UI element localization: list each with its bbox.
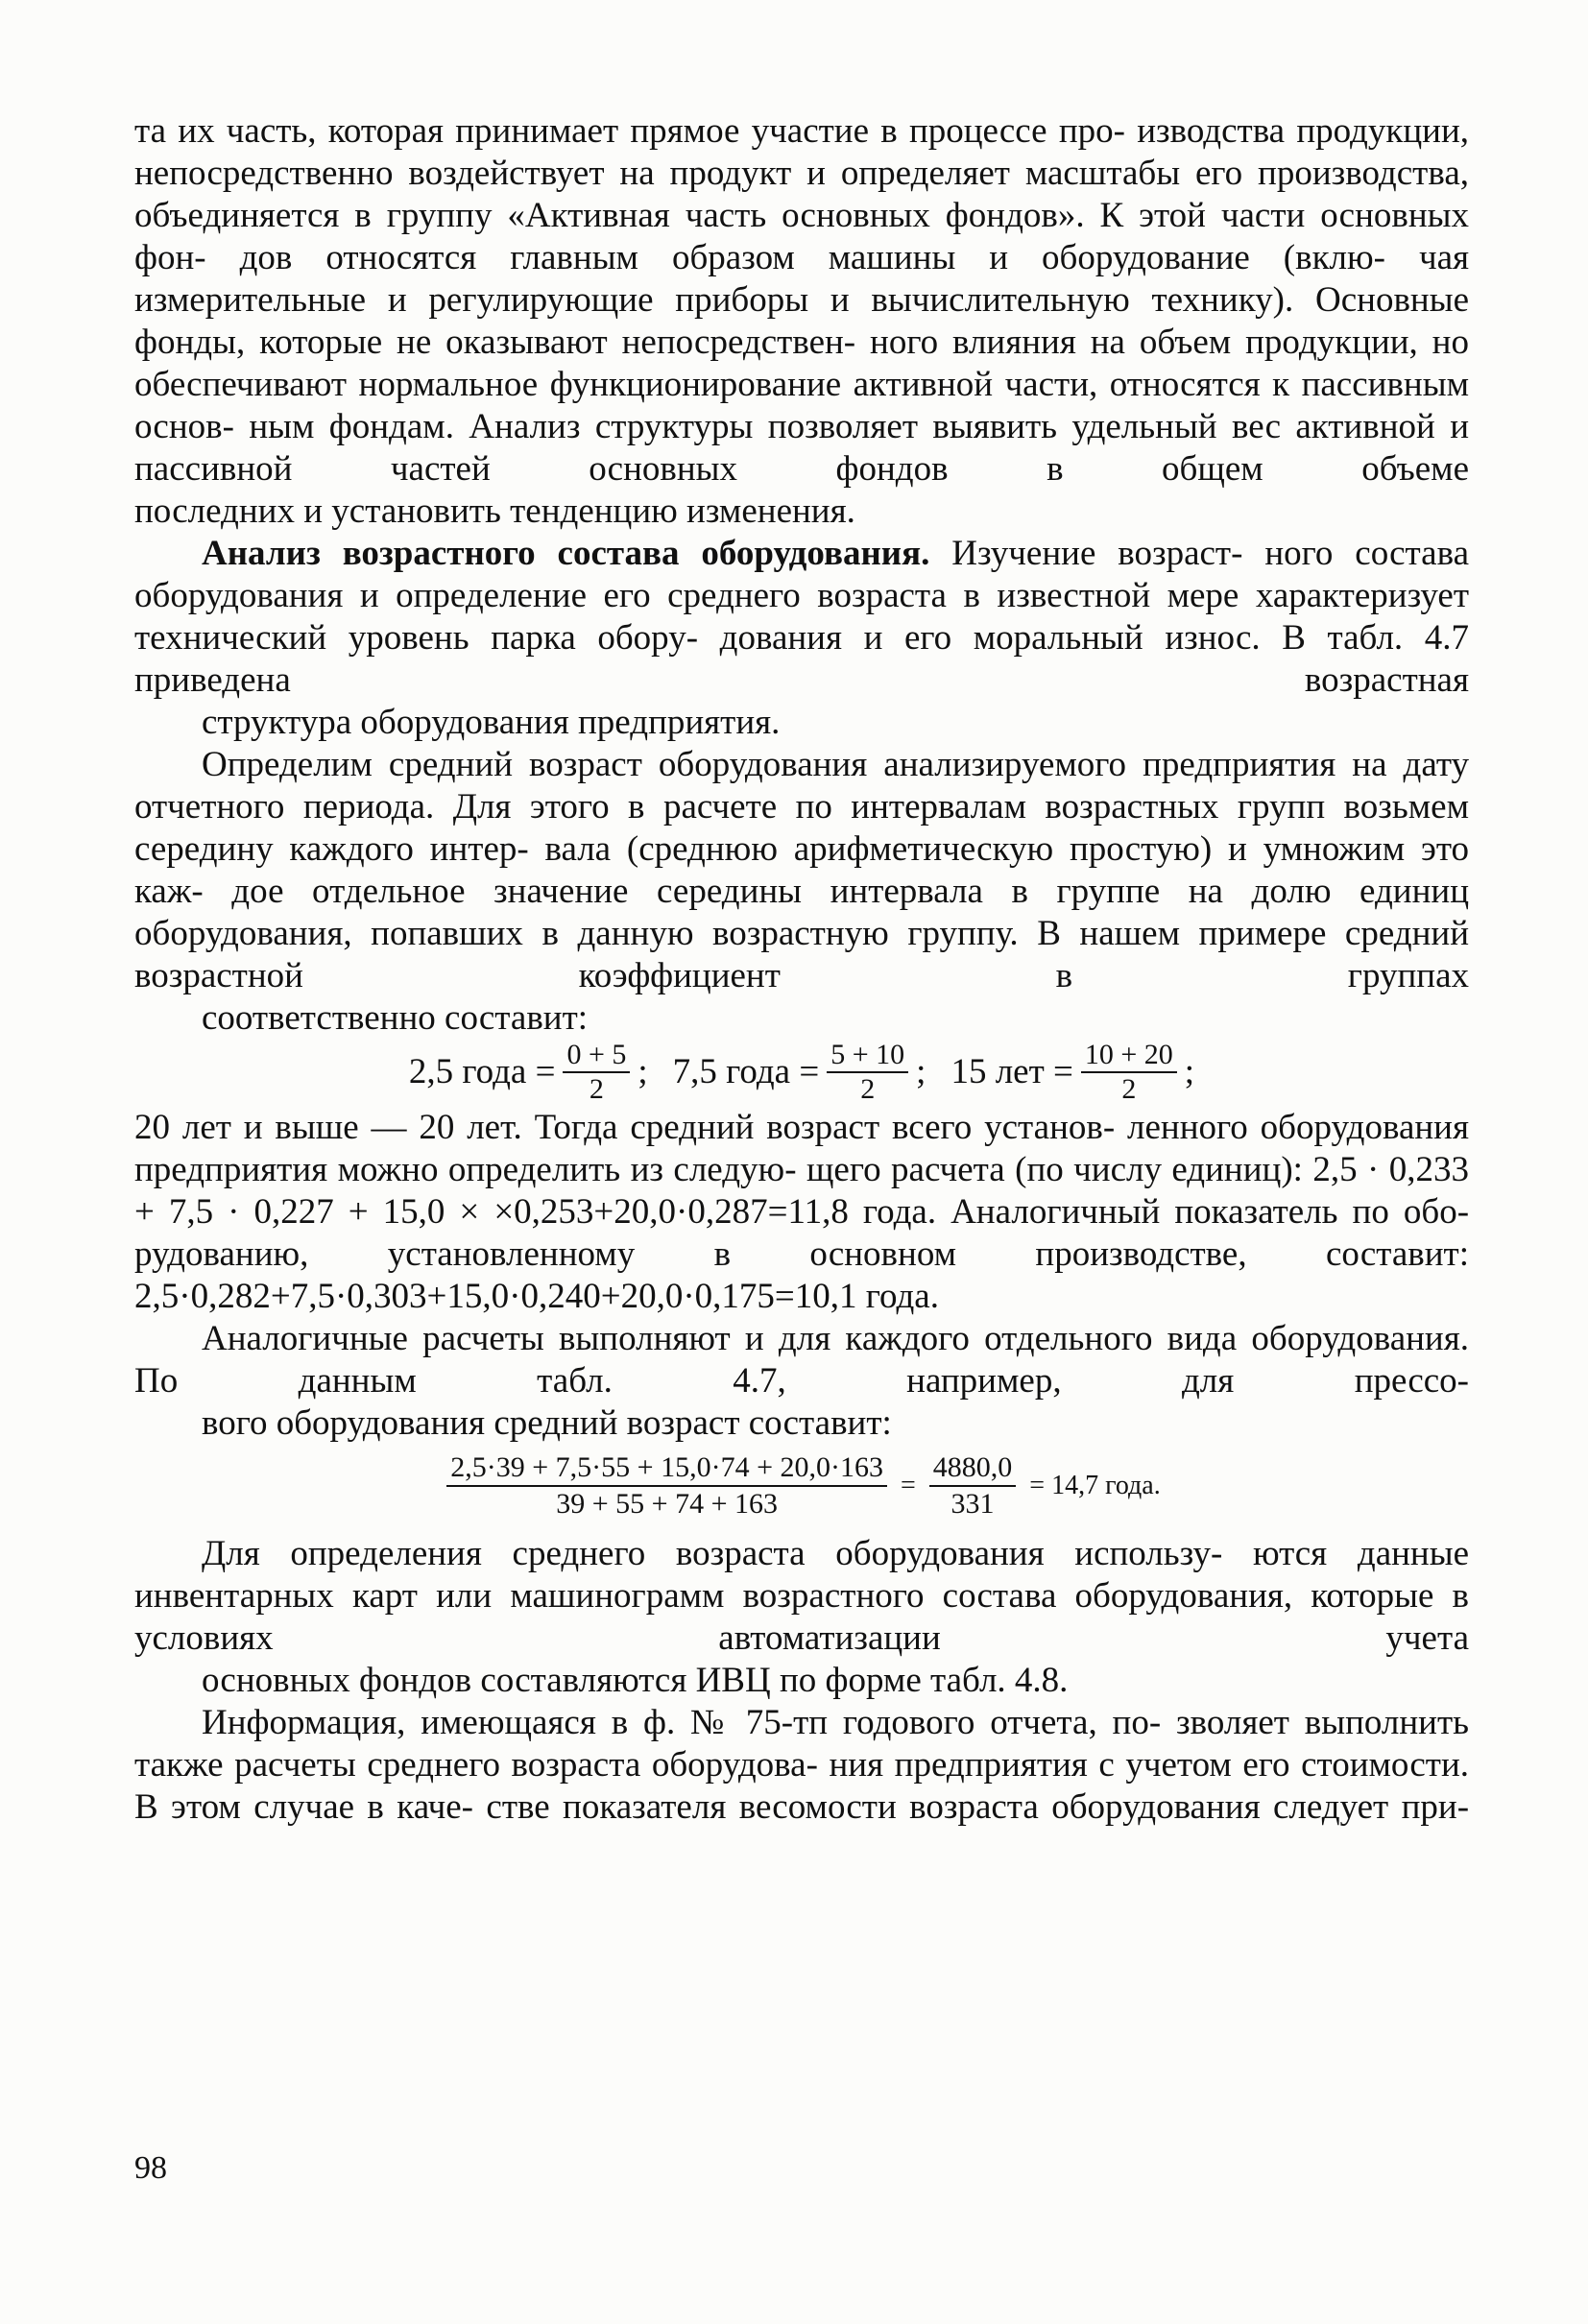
text-line: дов относятся главным образом машины и оборудование (вклю- xyxy=(239,238,1385,277)
fraction-numerator: 4880,0 xyxy=(929,1452,1017,1487)
text-line: технику). Основные фонды, которые не оказывают непосредствен- xyxy=(134,280,1469,362)
fraction xyxy=(1081,1041,1177,1104)
text-line: стве показателя весомости возраста оборудования следует при- xyxy=(486,1787,1470,1827)
text-line: ×0,253+20,0·0,287=11,8 года. Аналогичный показатель по обо- xyxy=(493,1192,1470,1232)
fraction-denominator: 331 xyxy=(950,1488,995,1520)
section-heading: Анализ возрастного состава оборудования. xyxy=(202,534,930,573)
formula-separator: ; xyxy=(638,1052,648,1091)
text-line: дое отдельное значение середины интервала в группе на долю xyxy=(231,872,1332,911)
fraction-numerator: 2,5·39 + 7,5·55 + 15,0·74 + 20,0·163 xyxy=(446,1452,887,1487)
text-line: Для определения среднего возраста оборудования использу- xyxy=(202,1534,1223,1573)
fraction xyxy=(563,1041,630,1104)
text-line: В нашем примере средний возрастной коэффициент в группах xyxy=(134,914,1470,995)
text-line: ного влияния на объем продукции, но обеспечивают нормальное xyxy=(134,323,1469,404)
text-line: рудованию, установленному в основном производстве, составит: xyxy=(134,1234,1469,1274)
formula-lhs: 15 лет = xyxy=(950,1052,1073,1091)
text-line: структура оборудования предприятия. xyxy=(202,703,781,742)
text-line: щего расчета (по числу единиц): 2,5 · 0,233 + 7,5 · 0,227 + 15,0 × xyxy=(134,1150,1470,1232)
page-number: 98 xyxy=(134,2150,167,2186)
formula-equals: = xyxy=(900,1471,916,1500)
text-line: предприятия на дату отчетного периода. Для этого в расчете по xyxy=(134,745,1469,827)
fraction-numerator: 5 + 10 xyxy=(827,1041,908,1073)
text-line: вида оборудования. По данным табл. 4.7, например, для прессо- xyxy=(134,1319,1469,1401)
text-line: 2,5·0,282+7,5·0,303+15,0·0,240+20,0·0,175=10,1 года. xyxy=(134,1277,939,1316)
text-line: состава оборудования, которые в условиях автоматизации учета xyxy=(134,1576,1469,1658)
text-line: ленного оборудования предприятия можно определить из следую- xyxy=(134,1108,1469,1189)
text-line: Изучение возраст- xyxy=(929,534,1243,573)
formula-lhs: 7,5 года = xyxy=(672,1052,820,1091)
paragraph-age-analysis xyxy=(134,533,1469,744)
fraction-denominator: 2 xyxy=(589,1073,604,1105)
text-line: зволяет выполнить также расчеты среднего возраста оборудова- xyxy=(134,1703,1470,1785)
text-line: дования и его моральный износ. В табл. 4.7 приведена возрастная xyxy=(134,618,1470,700)
text-line: Определим средний возраст оборудования анализируемого xyxy=(202,745,1127,784)
fraction xyxy=(446,1452,887,1520)
text-line: ния предприятия с учетом его стоимости. В этом случае в каче- xyxy=(134,1745,1469,1827)
text-line: ным фондам. Анализ структуры позволяет выявить удельный вес xyxy=(249,407,1281,446)
paragraph-inventory-cards xyxy=(134,1533,1469,1702)
fraction-denominator: 2 xyxy=(860,1073,876,1105)
paragraph-average-age-calculation xyxy=(134,1107,1469,1318)
text-line: Информация, имеющаяся в ф. № 75-тп годового отчета, по- xyxy=(202,1703,1162,1742)
fraction xyxy=(827,1041,908,1104)
fraction-numerator: 10 + 20 xyxy=(1081,1041,1177,1073)
paragraph-active-fixed-assets xyxy=(134,110,1469,533)
formula-separator: ; xyxy=(1184,1052,1195,1091)
text-line: интервалам возрастных групп возьмем середину каждого интер- xyxy=(134,787,1469,869)
page-text xyxy=(134,110,1469,1829)
text-line: вала (среднюю арифметическую простую) и умножим это каж- xyxy=(134,829,1470,911)
text-line: соответственно составит: xyxy=(202,998,589,1038)
fraction-numerator: 0 + 5 xyxy=(563,1041,630,1073)
text-line: последних и установить тенденцию изменения. xyxy=(134,491,855,531)
formula-lhs: 2,5 года = xyxy=(408,1052,556,1091)
text-line: та их часть, которая принимает прямое участие в процессе про- xyxy=(134,111,1125,151)
text-line: чая измерительные и регулирующие приборы и вычислительную xyxy=(134,238,1470,320)
fraction-denominator: 39 + 55 + 74 + 163 xyxy=(556,1488,778,1520)
fraction xyxy=(929,1452,1017,1520)
formula-separator: ; xyxy=(916,1052,926,1091)
text-line: основных фондов составляются ИВЦ по форме табл. 4.8. xyxy=(202,1661,1069,1700)
press-equipment-age-formula xyxy=(134,1452,1469,1520)
text-line: ного состава оборудования и определение его среднего возраста xyxy=(134,534,1469,615)
fraction-denominator: 2 xyxy=(1121,1073,1137,1105)
formula-result: = 14,7 года. xyxy=(1029,1471,1161,1500)
text-line: «Активная часть основных фондов». К этой части основных фон- xyxy=(134,196,1469,277)
text-line: изводства продукции, непосредственно воздействует на продукт xyxy=(134,111,1470,193)
text-line: активной и пассивной частей основных фондов в общем объеме xyxy=(134,407,1469,489)
text-line: в известной мере характеризует технический уровень парка обору- xyxy=(134,576,1470,658)
text-line: вого оборудования средний возраст составит: xyxy=(202,1403,892,1443)
text-line: ются данные инвентарных карт или машинограмм возрастного xyxy=(134,1534,1469,1616)
paragraph-press-equipment xyxy=(134,1318,1469,1445)
text-line: и определяет масштабы его производства, объединяется в группу xyxy=(134,154,1469,235)
text-line: Аналогичные расчеты выполняют и для каждого отдельного xyxy=(202,1319,1153,1358)
text-line: единиц оборудования, попавших в данную возрастную группу. xyxy=(134,872,1470,953)
interval-midpoint-formula xyxy=(134,1039,1469,1105)
paragraph-form-75-tp xyxy=(134,1702,1469,1829)
paragraph-average-age-method xyxy=(134,744,1469,1040)
text-line: 20 лет и выше — 20 лет. Тогда средний возраст всего установ- xyxy=(134,1108,1116,1147)
text-line: функционирование активной части, относятся к пассивным основ- xyxy=(134,365,1469,446)
